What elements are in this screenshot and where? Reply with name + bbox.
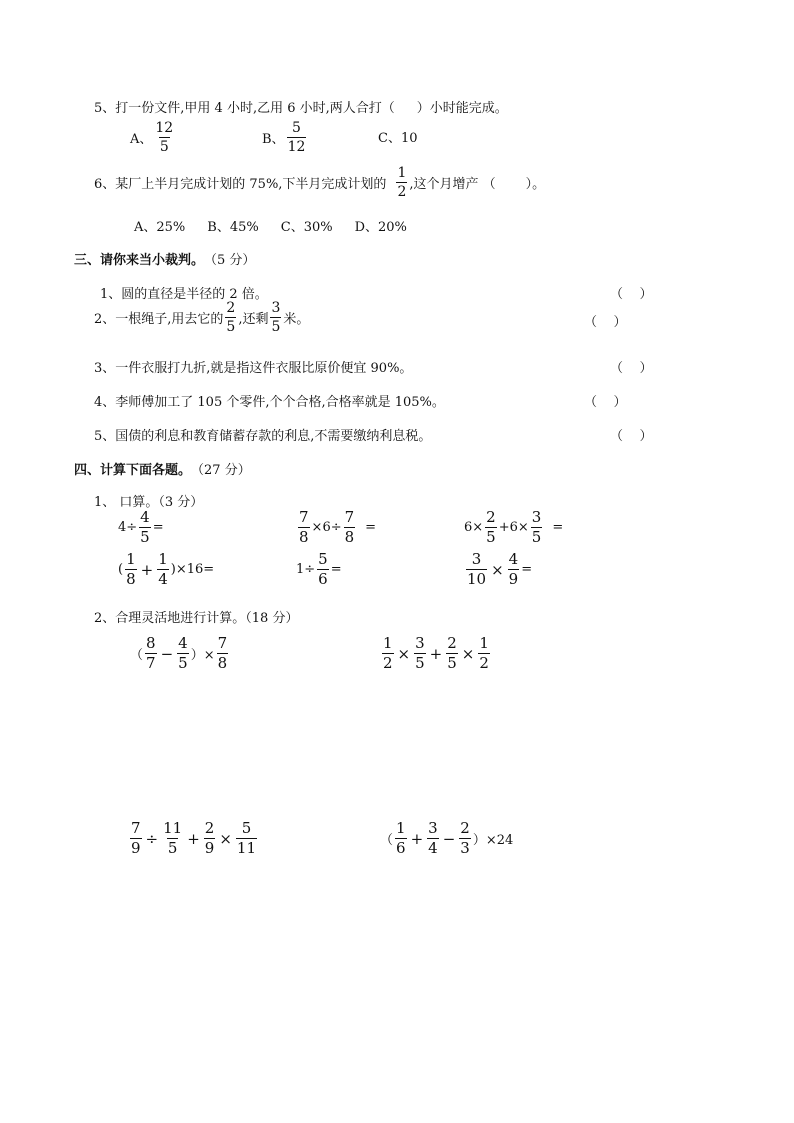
q5-text-before: 5、打一份文件,甲用 4 小时,乙用 6 小时,两人合打（ (94, 101, 395, 116)
calc-2: $\frac{1}{2}$ × $\frac{3}{5}$ + $\frac{2}{5}$ × $\frac{1}{2}$ (383, 634, 489, 672)
q6-line (94, 166, 545, 199)
oral-3: 6× $\frac{2}{5}$ +6× $\frac{3}{5}$ = (464, 508, 564, 546)
part-1-label: 1、 口算。（3 分） (94, 495, 204, 510)
calc-3: $\frac{7}{9}$ ÷ $\frac{11}{5}$ + $\frac{2}{9}$ × $\frac{5}{11}$ (131, 819, 257, 857)
judge-1-answer[interactable]: （ ） (610, 287, 653, 302)
q6-fraction: $\frac{1}{2}$ (397, 165, 407, 200)
calc-1: （ $\frac{8}{7}$ − $\frac{4}{5}$ ）× $\frac{7}{8}$ (130, 634, 228, 672)
oral-6: $\frac{3}{10}$ × $\frac{4}{9}$ = (467, 550, 533, 588)
oral-5: 1÷ $\frac{5}{6}$ = (296, 550, 342, 588)
section-4-score: （27 分） (191, 463, 251, 478)
oral-4: ( $\frac{1}{8}$ + $\frac{1}{4}$ )×16= (118, 550, 215, 588)
q5-option-b-fraction: $\frac{5}{12}$ (287, 120, 306, 155)
q6-option-c: C、30% (280, 220, 333, 235)
q5-option-b (262, 121, 308, 154)
q6-close: ）。 (525, 177, 546, 192)
judge-2-answer[interactable]: （ ） (584, 315, 627, 330)
judge-2-fraction-left: $\frac{3}{5}$ (271, 300, 281, 335)
q5-option-a-label: A、 (130, 132, 153, 147)
q6-text-before: 6、某厂上半月完成计划的 75%,下半月完成计划的 (94, 177, 387, 192)
oral-1: 4÷ $\frac{4}{5}$ = (118, 508, 164, 546)
q5-line (94, 97, 508, 116)
judge-3-answer[interactable]: （ ） (610, 361, 653, 376)
judge-1: 1、圆的直径是半径的 2 倍。 (100, 287, 268, 302)
section-4-heading (74, 459, 251, 478)
section-3-heading (74, 249, 255, 268)
judge-2-fraction-used: $\frac{2}{5}$ (226, 300, 236, 335)
judge-5-answer[interactable]: （ ） (610, 429, 653, 444)
section-4-title: 四、计算下面各题。 (74, 463, 192, 478)
q6-option-d: D、20% (354, 220, 407, 235)
section-3-title: 三、请你来当小裁判。 (74, 253, 205, 268)
judge-2: 2、一根绳子,用去它的 $\frac{2}{5}$ ,还剩 $\frac{3}{5}$ 米。 (94, 300, 310, 335)
oral-2: $\frac{7}{8}$ ×6÷ $\frac{7}{8}$ = (299, 508, 377, 546)
section-3-score: （5 分） (204, 253, 256, 268)
calc-4: （ $\frac{1}{6}$ + $\frac{3}{4}$ − $\frac{2}{3}$ ）×24 (380, 819, 514, 857)
judge-4-answer[interactable]: （ ） (584, 395, 627, 410)
judge-4: 4、李师傅加工了 105 个零件,个个合格,合格率就是 105%。 (94, 395, 445, 410)
q6-options (134, 216, 407, 235)
q5-option-a (130, 121, 176, 154)
part-2-label: 2、合理灵活地进行计算。（18 分） (94, 611, 299, 626)
q5-option-b-label: B、 (262, 132, 285, 147)
q6-option-b: B、45% (207, 220, 259, 235)
judge-3: 3、一件衣服打九折,就是指这件衣服比原价便宜 90%。 (94, 361, 413, 376)
q6-text-after: ,这个月增产 （ (409, 177, 496, 192)
q5-option-c: C、10 (378, 131, 418, 146)
judge-5: 5、国债的利息和教育储蓄存款的利息,不需要缴纳利息税。 (94, 429, 432, 444)
q6-option-a: A、25% (134, 220, 186, 235)
q5-text-after: ）小时能完成。 (416, 101, 508, 116)
q5-option-a-fraction: $\frac{12}{5}$ (155, 120, 174, 155)
